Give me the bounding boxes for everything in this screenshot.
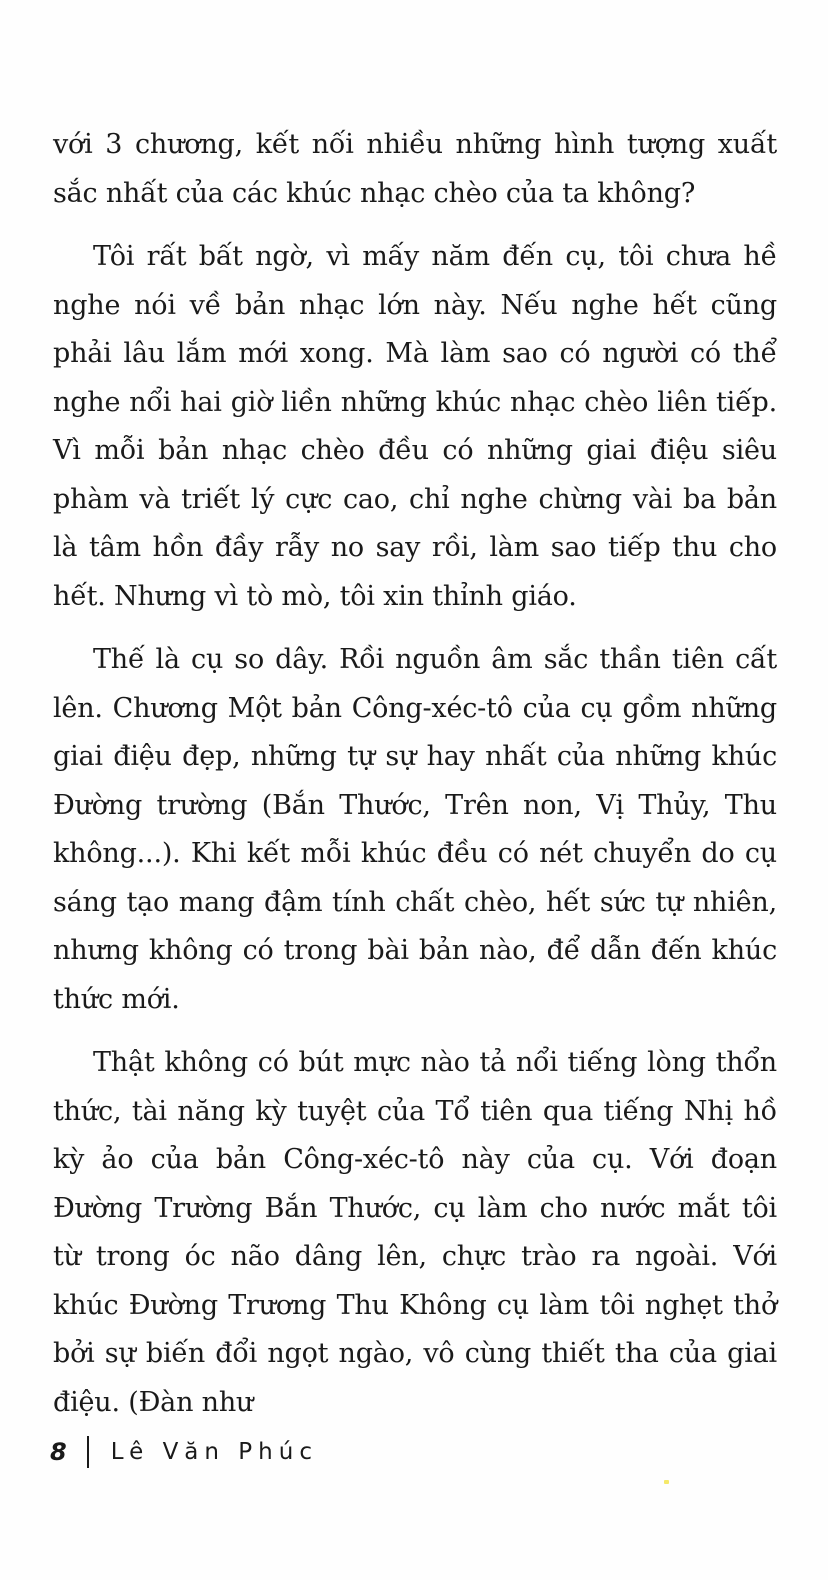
footer-divider xyxy=(87,1436,89,1468)
paragraph-4: Thật không có bút mực nào tả nổi tiếng lòng thổn thức, tài năng kỳ tuyệt của Tổ tiên qua tiếng Nhị hồ kỳ ảo của bản Công-xéc-tô này của cụ. Với đoạn Đường Trường Bắn Thước, cụ làm cho nước mắt tôi từ trong óc não dâng lên, chực trào ra ngoài. Với khúc Đường Trương Thu Không cụ làm tôi nghẹt thở bởi sự biến đổi ngọt ngào, vô cùng thiết tha của giai điệu. (Đàn như xyxy=(53,1047,777,1418)
body-text xyxy=(53,121,777,1442)
paragraph-1: với 3 chương, kết nối nhiều những hình tượng xuất sắc nhất của các khúc nhạc chèo của ta không? xyxy=(53,129,777,209)
author-name: Lê Văn Phúc xyxy=(110,1439,318,1465)
paragraph-2: Tôi rất bất ngờ, vì mấy năm đến cụ, tôi chưa hề nghe nói về bản nhạc lớn này. Nếu nghe hết cũng phải lâu lắm mới xong. Mà làm sao có người có thể nghe nổi hai giờ liền những khúc nhạc chèo liên tiếp. Vì mỗi bản nhạc chèo đều có những giai điệu siêu phàm và triết lý cực cao, chỉ nghe chừng vài ba bản là tâm hồn đầy rẫy no say rồi, làm sao tiếp thu cho hết. Nhưng vì tò mò, tôi xin thỉnh giáo. xyxy=(53,241,777,612)
page-number: 8 xyxy=(50,1438,67,1466)
scan-speck xyxy=(664,1480,669,1484)
page-footer xyxy=(50,1432,318,1472)
paragraph-3: Thế là cụ so dây. Rồi nguồn âm sắc thần tiên cất lên. Chương Một bản Công-xéc-tô của cụ gồm những giai điệu đẹp, những tự sự hay nhất của những khúc Đường trường (Bắn Thước, Trên non, Vị Thủy, Thu không...). Khi kết mỗi khúc đều có nét chuyển do cụ sáng tạo mang đậm tính chất chèo, hết sức tự nhiên, nhưng không có trong bài bản nào, để dẫn đến khúc thức mới. xyxy=(53,644,777,1015)
